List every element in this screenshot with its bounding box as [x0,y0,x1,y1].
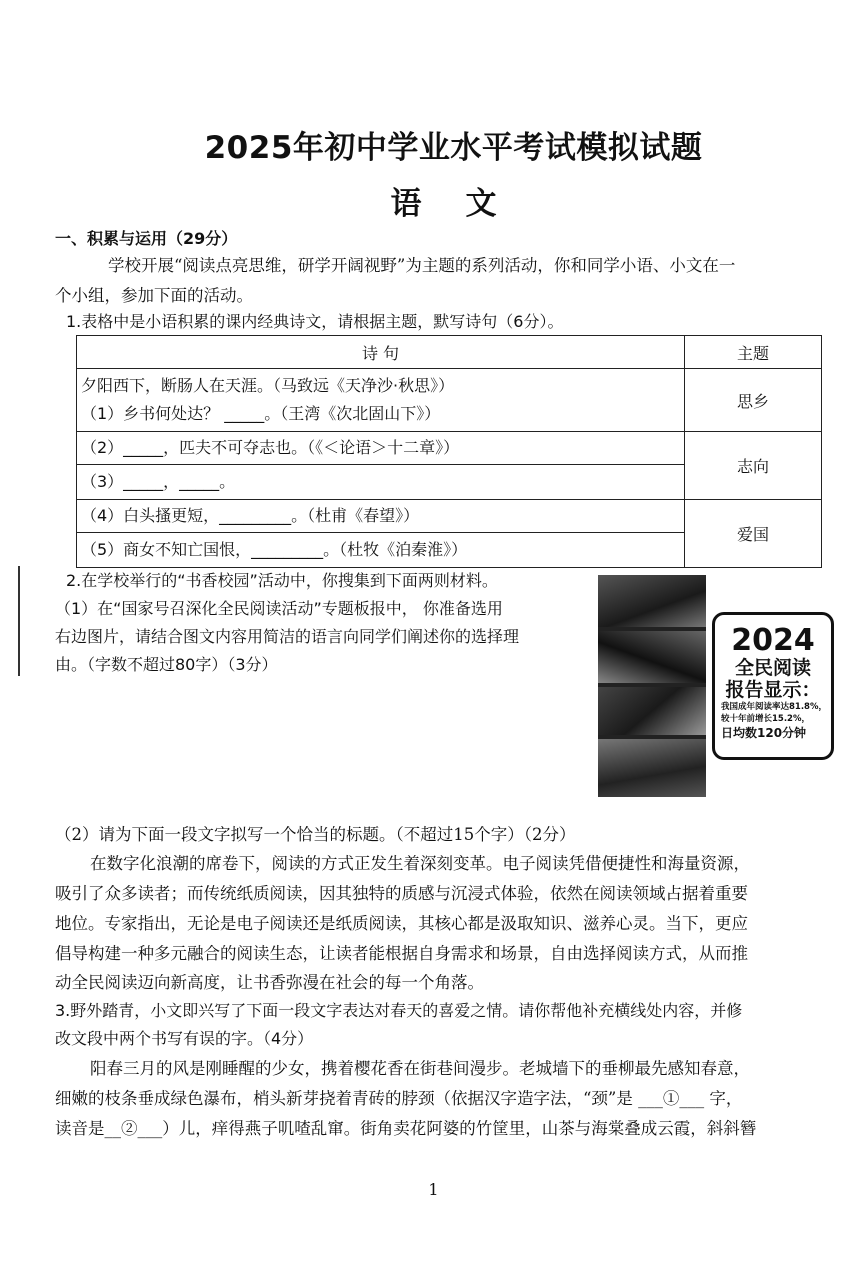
subject-char-1: 语 [390,186,422,222]
passage-line: 地位。专家指出，无论是电子阅读还是纸质阅读，其核心都是汲取知识、滋养心灵。当下，更应 [55,914,748,933]
margin-mark [18,566,20,676]
poem-line: （1）乡书何处达？ _____。（王湾《次北固山下》） [81,404,441,423]
reading-report-badge [712,612,834,760]
page-number: 1 [428,1180,439,1199]
table-row [77,369,822,432]
passage-line: 吸引了众多读者；而传统纸质阅读，因其独特的质感与沉浸式体验，依然在阅读领域占据着重要 [55,884,748,903]
section1-heading: 一、积累与运用（29分） [55,229,238,248]
table-row [77,432,822,465]
theme-cell: 思乡 [685,369,822,432]
badge-line1: 全民阅读 [734,657,811,679]
photo-library-reading [598,687,706,735]
poem-line: （2）_____，匹夫不可夺志也。（《＜论语＞十二章》） [81,438,460,457]
poem-table [76,335,822,568]
passage-line: 倡导构建一种多元融合的阅读生态，让读者能根据自身需求和场景，自由选择阅读方式，从而推 [55,944,748,963]
badge-small2: 较十年前增长15.2%， [721,714,810,724]
badge-year: 2024 [731,623,815,658]
theme-cell: 爱国 [685,500,822,568]
poem-cell [77,369,685,432]
passage-line: 动全民阅读迈向新高度，让书香弥漫在社会的每一个角落。 [55,973,484,992]
poem-cell [77,500,685,533]
badge-big: 日均数120分钟 [721,726,807,740]
q1-prompt: 1.表格中是小语积累的课内经典诗文，请根据主题，默写诗句（6分）。 [66,312,564,331]
badge-line2: 报告显示： [725,679,821,701]
q3-passage-line: 读音是__②___）儿，痒得燕子叽喳乱窜。街角卖花阿婆的竹筐里，山茶与海棠叠成云霞，斜斜簪 [55,1119,757,1138]
table-row [77,500,822,533]
poem-line: （3）_____，_____。 [81,472,236,491]
q2-part2: （2）请为下面一段文字拟写一个恰当的标题。（不超过15个字）（2分） [55,825,576,844]
section1-intro-line2: 个小组，参加下面的活动。 [55,286,253,305]
q2-part1-line1: （1）在“国家号召深化全民阅读活动”专题板报中， 你准备选用 [55,599,503,618]
q3-passage-line: 细嫩的枝条垂成绿色瀑布，梢头新芽挠着青砖的脖颈（依据汉字造字法，“颈”是 ___①___ 字， [55,1089,743,1108]
col-theme-header: 主题 [685,336,822,369]
poem-cell [77,432,685,465]
passage-line: 在数字化浪潮的席卷下，阅读的方式正发生着深刻变革。电子阅读凭借便捷性和海量资源， [90,854,750,873]
q3-passage-line: 阳春三月的风是刚睡醒的少女，携着樱花香在街巷间漫步。老城墙下的垂柳最先感知春意， [90,1059,750,1078]
badge-small1: 我国成年阅读率达81.8%， [721,702,827,712]
subject-title [0,178,867,223]
theme-cell: 志向 [685,432,822,500]
photo-subway-reading [598,631,706,683]
q3-prompt-line2: 改文段中两个书写有误的字。（4分） [55,1029,314,1048]
poem-line: （5）商女不知亡国恨，_________。（杜牧《泊秦淮》） [81,540,468,559]
table-header-row [77,336,822,369]
q3-prompt-line1: 3.野外踏青，小文即兴写了下面一段文字表达对春天的喜爱之情。请你帮他补充横线处内容，并修 [55,1001,743,1020]
poem-line: 夕阳西下，断肠人在天涯。（马致远《天净沙·秋思》） [81,376,455,395]
col-poem-header: 诗 句 [77,336,685,369]
q2-part1-line2: 右边图片，请结合图文内容用简洁的语言向同学们阐述你的选择理 [55,627,520,646]
reading-photo-collage [598,575,706,797]
exam-title: 2025年初中学业水平考试模拟试题 [204,130,703,166]
photo-bench-reading [598,739,706,797]
q2-prompt: 2.在学校举行的“书香校园”活动中，你搜集到下面两则材料。 [66,571,498,590]
poem-line: （4）白头搔更短，_________。（杜甫《春望》） [81,506,420,525]
poem-cell [77,533,685,568]
poem-cell [77,465,685,500]
photo-park-reading [598,575,706,627]
section1-intro-line1: 学校开展“阅读点亮思维，研学开阔视野”为主题的系列活动，你和同学小语、小文在一 [108,256,736,275]
q2-part1-line3: 由。（字数不超过80字）（3分） [55,655,278,674]
subject-char-2: 文 [465,186,497,222]
